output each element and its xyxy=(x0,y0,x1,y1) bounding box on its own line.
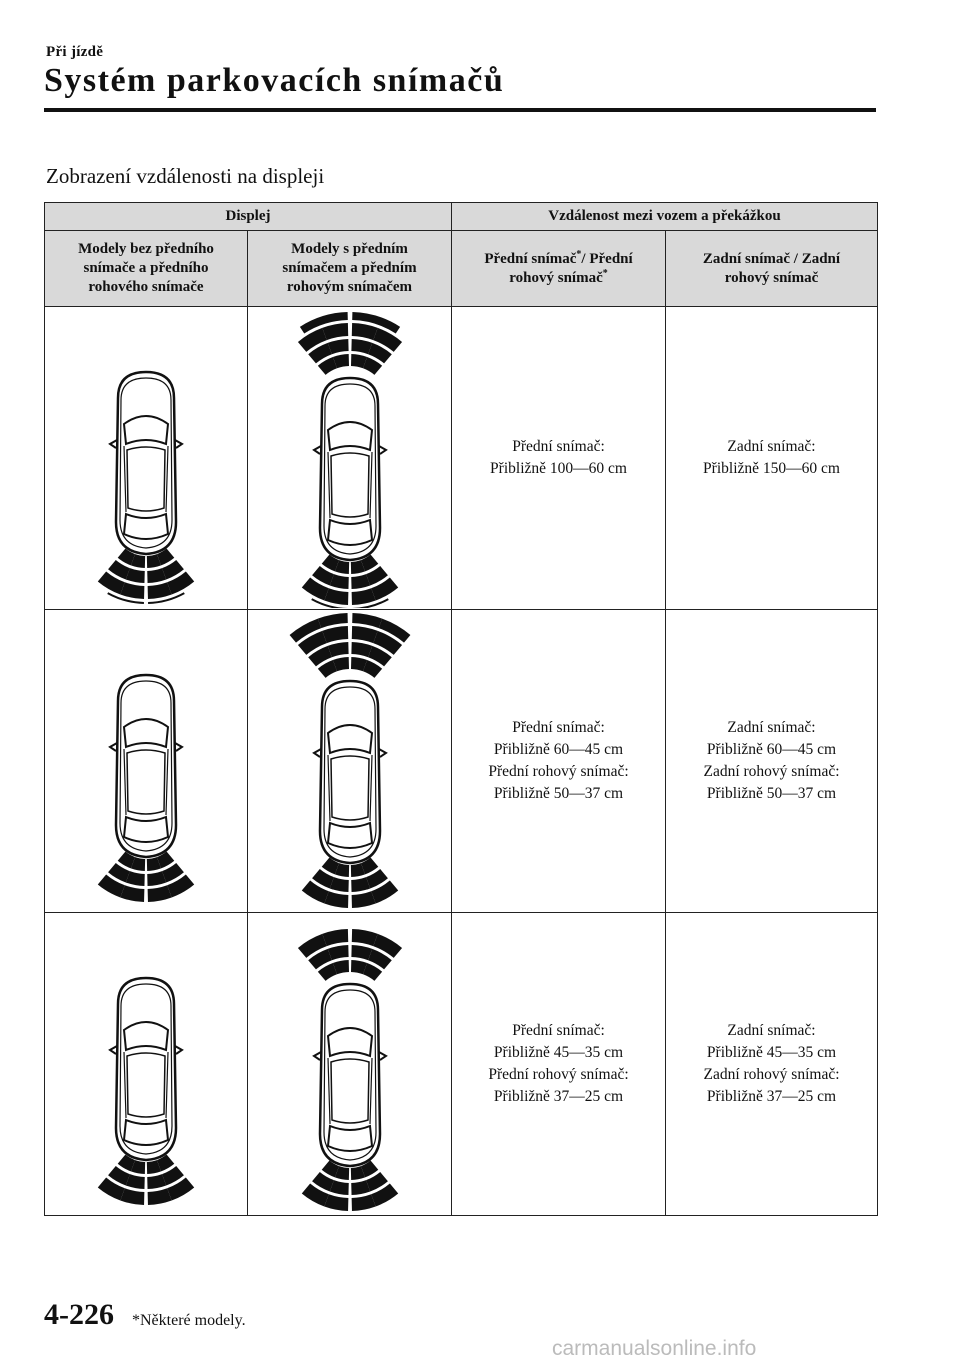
distance-line: Přibližně 60—45 cm xyxy=(706,741,837,758)
front-distance-cell xyxy=(452,610,666,913)
title-rule xyxy=(44,108,876,112)
watermark: carmanualsonline.info xyxy=(552,1337,757,1360)
rear-sensor-arcs xyxy=(301,555,397,608)
rear-distance-cell xyxy=(666,307,878,610)
car-top-view-icon xyxy=(110,675,182,857)
distance-line: Přibližně 50—37 cm xyxy=(493,785,624,802)
breadcrumb: Při jízdě xyxy=(46,44,104,60)
distance-line: Přibližně 100—60 cm xyxy=(490,460,627,477)
distance-line: Přibližně 37—25 cm xyxy=(706,1088,837,1105)
header-distance: Vzdálenost mezi vozem a překážkou xyxy=(452,203,878,231)
car-diagram-front-rear xyxy=(248,913,452,1216)
footnote: *Některé modely. xyxy=(132,1312,246,1329)
table-row xyxy=(45,307,878,610)
sensor-distance-table xyxy=(44,202,878,1216)
front-sensor-arcs xyxy=(297,312,401,375)
distance-line: Zadní snímač: xyxy=(727,438,816,455)
section-heading: Zobrazení vzdálenosti na displeji xyxy=(46,164,325,188)
car-diagram-front-rear xyxy=(248,307,452,610)
distance-line: Zadní rohový snímač: xyxy=(703,763,840,780)
car-diagram-rear-only xyxy=(45,307,248,610)
front-sensor-arcs xyxy=(289,613,410,678)
distance-line: Přibližně 50—37 cm xyxy=(706,785,837,802)
table-row xyxy=(45,610,878,913)
rear-sensor-arcs xyxy=(301,1161,397,1211)
header-front-sensor: Přední snímač*/ Přední rohový snímač* xyxy=(452,231,666,307)
car-diagram-rear-only xyxy=(45,610,248,913)
header-display: Displej xyxy=(45,203,452,231)
distance-line: Přibližně 60—45 cm xyxy=(493,741,624,758)
distance-line: Přibližně 45—35 cm xyxy=(706,1044,837,1061)
car-diagram-front-rear xyxy=(248,610,452,913)
front-distance-cell xyxy=(452,307,666,610)
car-diagram-rear-only xyxy=(45,913,248,1216)
rear-sensor-arcs xyxy=(98,1155,194,1205)
page-title: Systém parkovacích snímačů xyxy=(44,62,505,99)
rear-distance-cell xyxy=(666,913,878,1216)
front-sensor-arcs xyxy=(297,929,401,981)
header-models-with-front-sensor: Modely s předním snímačem a předním rohovým snímačem xyxy=(248,231,452,307)
car-top-view-icon xyxy=(110,372,182,554)
car-top-view-icon xyxy=(314,984,386,1166)
car-top-view-icon xyxy=(314,681,386,863)
front-distance-cell xyxy=(452,913,666,1216)
distance-line: Zadní snímač: xyxy=(727,1022,816,1039)
distance-line: Přibližně 150—60 cm xyxy=(703,460,840,477)
distance-line: Zadní rohový snímač: xyxy=(703,1066,840,1083)
rear-sensor-arcs xyxy=(98,549,194,604)
distance-line: Přední snímač: xyxy=(512,719,605,736)
distance-line: Přibližně 45—35 cm xyxy=(493,1044,624,1061)
rear-distance-cell xyxy=(666,610,878,913)
distance-line: Přední rohový snímač: xyxy=(488,1066,629,1083)
distance-line: Přední snímač: xyxy=(512,438,605,455)
distance-line: Zadní snímač: xyxy=(727,719,816,736)
rear-sensor-arcs xyxy=(301,858,397,908)
distance-line: Přibližně 37—25 cm xyxy=(493,1088,624,1105)
car-top-view-icon xyxy=(110,978,182,1160)
rear-sensor-arcs xyxy=(98,852,194,902)
distance-line: Přední snímač: xyxy=(512,1022,605,1039)
page-number: 4-226 xyxy=(44,1298,114,1331)
car-top-view-icon xyxy=(314,378,386,560)
table-row xyxy=(45,913,878,1216)
header-rear-sensor: Zadní snímač / Zadní rohový snímač xyxy=(666,231,878,307)
distance-line: Přední rohový snímač: xyxy=(488,763,629,780)
header-models-without-front-sensor: Modely bez předního snímače a předního rohového snímače xyxy=(45,231,248,307)
